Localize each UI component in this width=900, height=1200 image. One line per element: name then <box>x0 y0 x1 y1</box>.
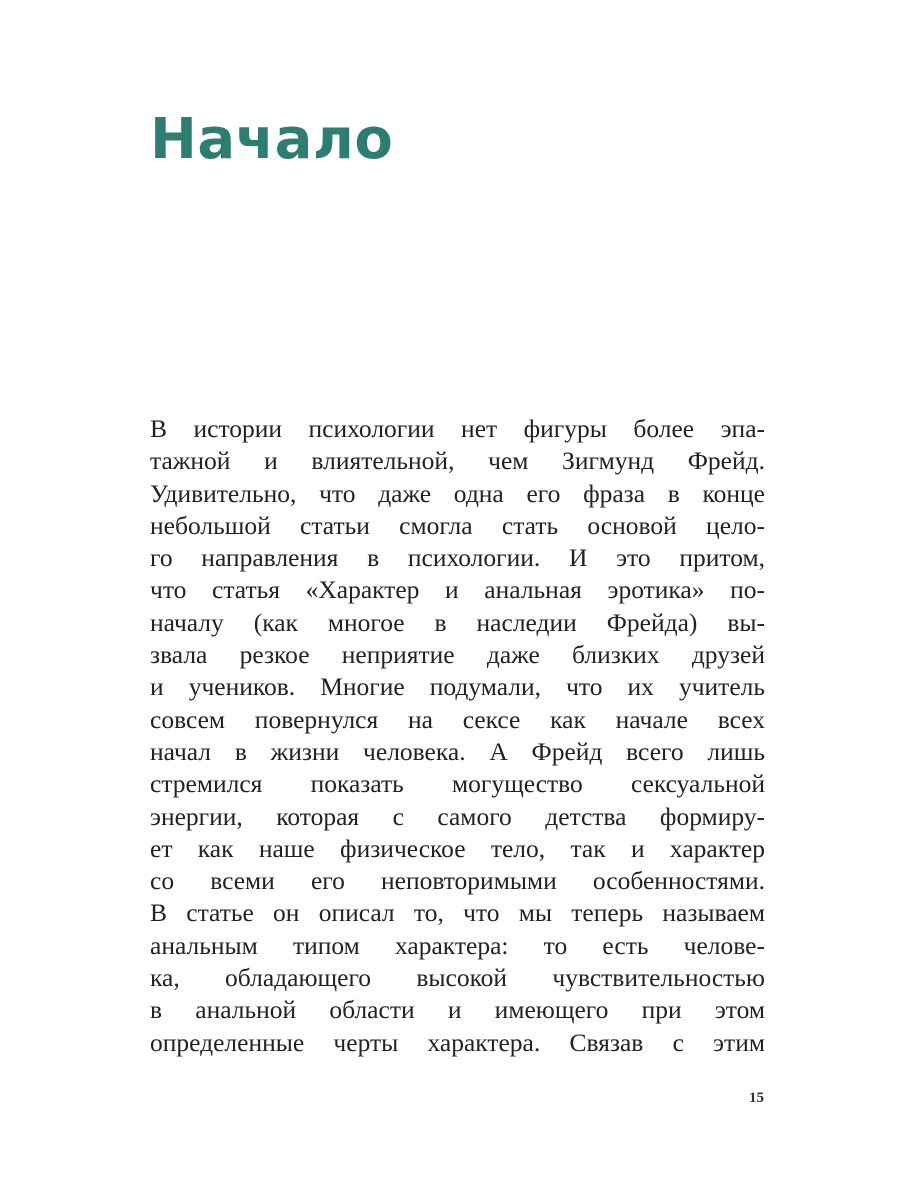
body-text <box>150 413 765 1059</box>
text-line: тажной и влиятельной, чем Зигмунд Фрейд. <box>150 446 765 476</box>
text-line: В истории психологии нет фигуры более эпа- <box>150 414 765 443</box>
text-line: ет как наше физическое тело, так и характер <box>150 833 765 863</box>
chapter-title: Начало <box>150 107 394 172</box>
text-line: В статье он описал то, что мы теперь называем <box>150 898 765 928</box>
text-line: стремился показать могущество сексуальной <box>150 769 765 799</box>
text-line: совсем повернулся на сексе как начале всех <box>150 704 765 734</box>
text-line: ка, обладающего высокой чувствительностью <box>150 963 765 993</box>
page-number: 15 <box>749 1090 764 1106</box>
text-line: определенные черты характера. Связав с этим <box>150 1027 765 1057</box>
text-line: звала резкое неприятие даже близких друзей <box>150 640 765 670</box>
text-line: начал в жизни человека. А Фрейд всего лишь <box>150 736 765 766</box>
text-line: небольшой статьи смогла стать основой цело- <box>150 510 765 540</box>
text-line: со всеми его неповторимыми особенностями. <box>150 866 765 896</box>
text-line: энергии, которая с самого детства формиру- <box>150 801 765 831</box>
text-line: и учеников. Многие подумали, что их учитель <box>150 672 765 702</box>
text-line: что статья «Характер и анальная эротика» по- <box>150 575 765 605</box>
text-line: го направления в психологии. И это притом, <box>150 543 765 573</box>
text-line: началу (как многое в наследии Фрейда) вы- <box>150 607 765 637</box>
text-line: анальным типом характера: то есть челове- <box>150 930 765 960</box>
text-line: в анальной области и имеющего при этом <box>150 995 765 1025</box>
text-line: Удивительно, что даже одна его фраза в конце <box>150 478 765 508</box>
